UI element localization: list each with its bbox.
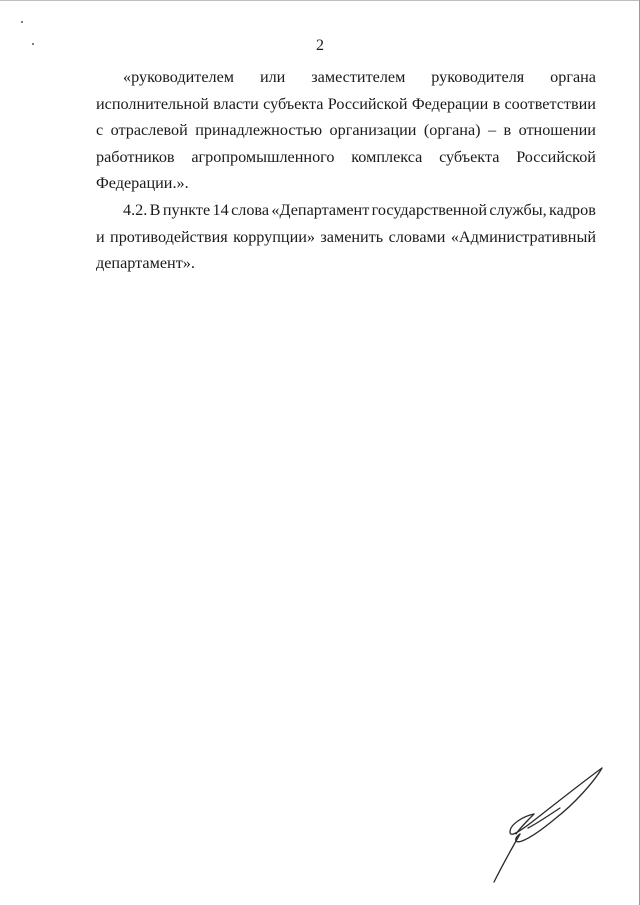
text-line bbox=[96, 91, 596, 118]
word: исполнительной bbox=[96, 94, 209, 113]
word: департамент». bbox=[96, 254, 195, 273]
word: с bbox=[96, 121, 104, 140]
text-line bbox=[96, 224, 596, 251]
word: органа bbox=[550, 68, 596, 86]
word: В bbox=[149, 200, 161, 219]
word: принадлежностью bbox=[195, 121, 323, 140]
word: государственной bbox=[371, 200, 488, 219]
word: слова bbox=[231, 200, 270, 219]
text-line bbox=[96, 64, 596, 91]
text-line bbox=[96, 170, 596, 197]
word: Федерации.». bbox=[96, 174, 189, 193]
word: «Департамент bbox=[271, 200, 370, 219]
word: отношении bbox=[518, 121, 596, 140]
word: агропромышленного bbox=[191, 147, 335, 166]
word: Федерации bbox=[411, 94, 489, 113]
word: субъекта bbox=[439, 147, 500, 166]
word: в bbox=[503, 121, 512, 140]
text-line bbox=[96, 250, 596, 277]
word: соответствии bbox=[504, 94, 596, 113]
scan-speck bbox=[21, 21, 23, 23]
document-body bbox=[96, 64, 596, 277]
word: службы, bbox=[489, 200, 547, 219]
word: 4.2. bbox=[123, 200, 148, 219]
word: субъекта bbox=[263, 94, 324, 113]
word: и bbox=[96, 227, 105, 246]
word: заместителем bbox=[311, 68, 406, 86]
word: Российской bbox=[327, 94, 408, 113]
word: Российской bbox=[516, 147, 596, 166]
word: «руководителем bbox=[123, 68, 235, 86]
word: руководителя bbox=[431, 68, 525, 86]
page-top-edge bbox=[0, 0, 640, 1]
word: работников bbox=[96, 147, 175, 166]
word: отраслевой bbox=[110, 121, 188, 140]
word: комплекса bbox=[351, 147, 423, 166]
text-line bbox=[96, 197, 596, 224]
word: 14 bbox=[212, 200, 229, 219]
word: «Административный bbox=[450, 227, 596, 246]
word: коррупции» bbox=[233, 227, 316, 246]
text-line bbox=[96, 117, 596, 144]
word: или bbox=[259, 68, 286, 86]
text-line bbox=[96, 144, 596, 171]
word: кадров bbox=[549, 200, 596, 219]
word: власти bbox=[213, 94, 259, 113]
word: – bbox=[487, 121, 497, 140]
word: в bbox=[492, 94, 501, 113]
word: словами bbox=[388, 227, 446, 246]
word: противодействия bbox=[110, 227, 228, 246]
word: (органа) bbox=[423, 121, 481, 140]
handwritten-signature bbox=[490, 762, 610, 887]
word: пункте bbox=[162, 200, 211, 219]
word: организации bbox=[329, 121, 417, 140]
word: заменить bbox=[320, 227, 384, 246]
page-number: 2 bbox=[316, 37, 324, 54]
